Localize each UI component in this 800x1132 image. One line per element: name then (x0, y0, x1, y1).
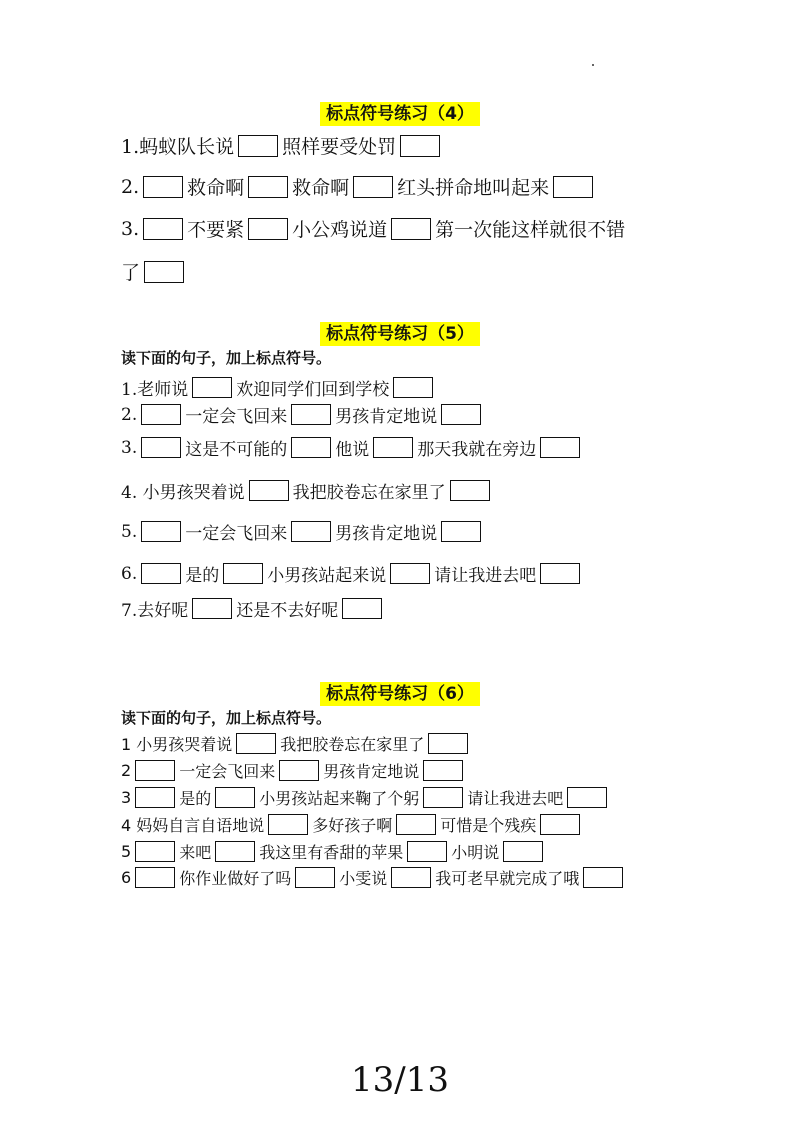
punctuation-answer-box[interactable] (373, 437, 413, 458)
section5-exercise-line (121, 519, 485, 544)
page-number: 13/13 (351, 1060, 449, 1100)
punctuation-answer-box[interactable] (393, 377, 433, 398)
sentence-fragment: 那天我就在旁边 (417, 440, 537, 460)
punctuation-answer-box[interactable] (441, 404, 481, 425)
punctuation-answer-box[interactable] (248, 218, 288, 240)
sentence-fragment: 可惜是个残疾 (440, 816, 537, 835)
punctuation-answer-box[interactable] (441, 521, 481, 542)
section-6-instruction: 读下面的句子，加上标点符号。 (121, 709, 332, 727)
sentence-fragment: 不要紧 (187, 219, 245, 241)
punctuation-answer-box[interactable] (215, 841, 255, 862)
sentence-fragment: 我可老早就完成了哦 (435, 869, 580, 888)
sentence-fragment: 3. (121, 217, 140, 240)
punctuation-answer-box[interactable] (192, 377, 232, 398)
punctuation-answer-box[interactable] (390, 563, 430, 584)
section6-exercise-line (121, 866, 627, 889)
punctuation-answer-box[interactable] (291, 404, 331, 425)
punctuation-answer-box[interactable] (540, 437, 580, 458)
section6-exercise-line (121, 813, 584, 836)
punctuation-answer-box[interactable] (391, 867, 431, 888)
sentence-fragment: 是的 (179, 789, 212, 808)
sentence-fragment: 红头拼命地叫起来 (397, 177, 550, 199)
punctuation-answer-box[interactable] (423, 760, 463, 781)
punctuation-answer-box[interactable] (143, 218, 183, 240)
sentence-fragment: 照样要受处罚 (282, 136, 397, 158)
sentence-fragment: 我把胶卷忘在家里了 (292, 483, 446, 503)
punctuation-answer-box[interactable] (249, 480, 289, 501)
sentence-fragment: 你作业做好了吗 (179, 869, 292, 888)
section4-exercise-line (121, 132, 444, 159)
punctuation-answer-box[interactable] (141, 437, 181, 458)
section6-exercise-line (121, 786, 611, 809)
punctuation-answer-box[interactable] (583, 867, 623, 888)
punctuation-answer-box[interactable] (553, 176, 593, 198)
sentence-fragment: 请让我进去吧 (434, 566, 537, 586)
sentence-fragment: 我把胶卷忘在家里了 (280, 735, 425, 754)
sentence-fragment: 还是不去好呢 (236, 601, 339, 621)
sentence-fragment: 3 (121, 788, 132, 807)
sentence-fragment: 请让我进去吧 (467, 789, 564, 808)
section6-exercise-line (121, 759, 467, 782)
section4-exercise-line (121, 258, 188, 285)
sentence-fragment: 他说 (335, 440, 370, 460)
sentence-fragment: 小雯说 (339, 869, 388, 888)
sentence-fragment: 3. (121, 437, 138, 458)
section5-exercise-line (121, 478, 494, 503)
sentence-fragment: 来吧 (179, 843, 212, 862)
sentence-fragment: 4 妈妈自言自语地说 (121, 816, 265, 835)
section5-exercise-line (121, 402, 485, 427)
sentence-fragment: 救命啊 (187, 177, 245, 199)
sentence-fragment: 小公鸡说道 (292, 219, 388, 241)
punctuation-answer-box[interactable] (141, 563, 181, 584)
sentence-fragment: 2. (121, 175, 140, 198)
punctuation-answer-box[interactable] (268, 814, 308, 835)
sentence-fragment: 男孩肯定地说 (335, 524, 438, 544)
punctuation-answer-box[interactable] (143, 176, 183, 198)
sentence-fragment: 男孩肯定地说 (323, 762, 420, 781)
punctuation-answer-box[interactable] (135, 760, 175, 781)
punctuation-answer-box[interactable] (141, 404, 181, 425)
sentence-fragment: 2. (121, 404, 138, 425)
punctuation-answer-box[interactable] (450, 480, 490, 501)
sentence-fragment: 4. 小男孩哭着说 (121, 483, 245, 503)
section6-exercise-line (121, 840, 547, 863)
punctuation-answer-box[interactable] (141, 521, 181, 542)
punctuation-answer-box[interactable] (135, 867, 175, 888)
section-5-title: 标点符号练习（5） (0, 319, 800, 344)
punctuation-answer-box[interactable] (248, 176, 288, 198)
section6-exercise-line (121, 732, 472, 755)
sentence-fragment: 6 (121, 868, 132, 887)
section-6-title: 标点符号练习（6） (0, 679, 800, 704)
sentence-fragment: 了 (121, 262, 141, 284)
sentence-fragment: 我这里有香甜的苹果 (259, 843, 404, 862)
sentence-fragment: 一定会飞回来 (185, 407, 288, 427)
sentence-fragment: 2 (121, 761, 132, 780)
sentence-fragment: 一定会飞回来 (179, 762, 276, 781)
sentence-fragment: 一定会飞回来 (185, 524, 288, 544)
sentence-fragment: 7.去好呢 (121, 601, 189, 621)
punctuation-answer-box[interactable] (503, 841, 543, 862)
punctuation-answer-box[interactable] (291, 437, 331, 458)
punctuation-answer-box[interactable] (135, 787, 175, 808)
sentence-fragment: 1.老师说 (121, 380, 189, 400)
sentence-fragment: 欢迎同学们回到学校 (236, 380, 390, 400)
section5-exercise-line (121, 561, 584, 586)
punctuation-answer-box[interactable] (279, 760, 319, 781)
punctuation-answer-box[interactable] (423, 787, 463, 808)
sentence-fragment: 救命啊 (292, 177, 350, 199)
sentence-fragment: 第一次能这样就很不错 (435, 219, 626, 241)
section-4-title: 标点符号练习（4） (0, 99, 800, 124)
punctuation-answer-box[interactable] (540, 563, 580, 584)
punctuation-answer-box[interactable] (238, 135, 278, 157)
punctuation-answer-box[interactable] (400, 135, 440, 157)
section-5-instruction: 读下面的句子，加上标点符号。 (121, 349, 332, 367)
punctuation-answer-box[interactable] (353, 176, 393, 198)
section4-exercise-line (121, 173, 597, 200)
sentence-fragment: 这是不可能的 (185, 440, 288, 460)
punctuation-answer-box[interactable] (407, 841, 447, 862)
punctuation-answer-box[interactable] (428, 733, 468, 754)
scan-speck (592, 64, 594, 66)
punctuation-answer-box[interactable] (192, 598, 232, 619)
sentence-fragment: 1 小男孩哭着说 (121, 735, 233, 754)
punctuation-answer-box[interactable] (215, 787, 255, 808)
sentence-fragment: 是的 (185, 566, 220, 586)
punctuation-answer-box[interactable] (236, 733, 276, 754)
section5-exercise-line (121, 375, 437, 400)
punctuation-answer-box[interactable] (342, 598, 382, 619)
section5-exercise-line (121, 596, 386, 621)
sentence-fragment: 小男孩站起来鞠了个躬 (259, 789, 420, 808)
punctuation-answer-box[interactable] (540, 814, 580, 835)
punctuation-answer-box[interactable] (396, 814, 436, 835)
punctuation-answer-box[interactable] (223, 563, 263, 584)
punctuation-answer-box[interactable] (391, 218, 431, 240)
punctuation-answer-box[interactable] (291, 521, 331, 542)
section5-exercise-line (121, 435, 584, 460)
sentence-fragment: 小男孩站起来说 (267, 566, 387, 586)
sentence-fragment: 5 (121, 842, 132, 861)
punctuation-answer-box[interactable] (295, 867, 335, 888)
sentence-fragment: 6. (121, 563, 138, 584)
sentence-fragment: 男孩肯定地说 (335, 407, 438, 427)
sentence-fragment: 5. (121, 521, 138, 542)
sentence-fragment: 多好孩子啊 (312, 816, 393, 835)
sentence-fragment: 小明说 (451, 843, 500, 862)
punctuation-answer-box[interactable] (144, 261, 184, 283)
punctuation-answer-box[interactable] (135, 841, 175, 862)
section4-exercise-line (121, 215, 625, 242)
sentence-fragment: 1.蚂蚁队长说 (121, 136, 235, 158)
punctuation-answer-box[interactable] (567, 787, 607, 808)
